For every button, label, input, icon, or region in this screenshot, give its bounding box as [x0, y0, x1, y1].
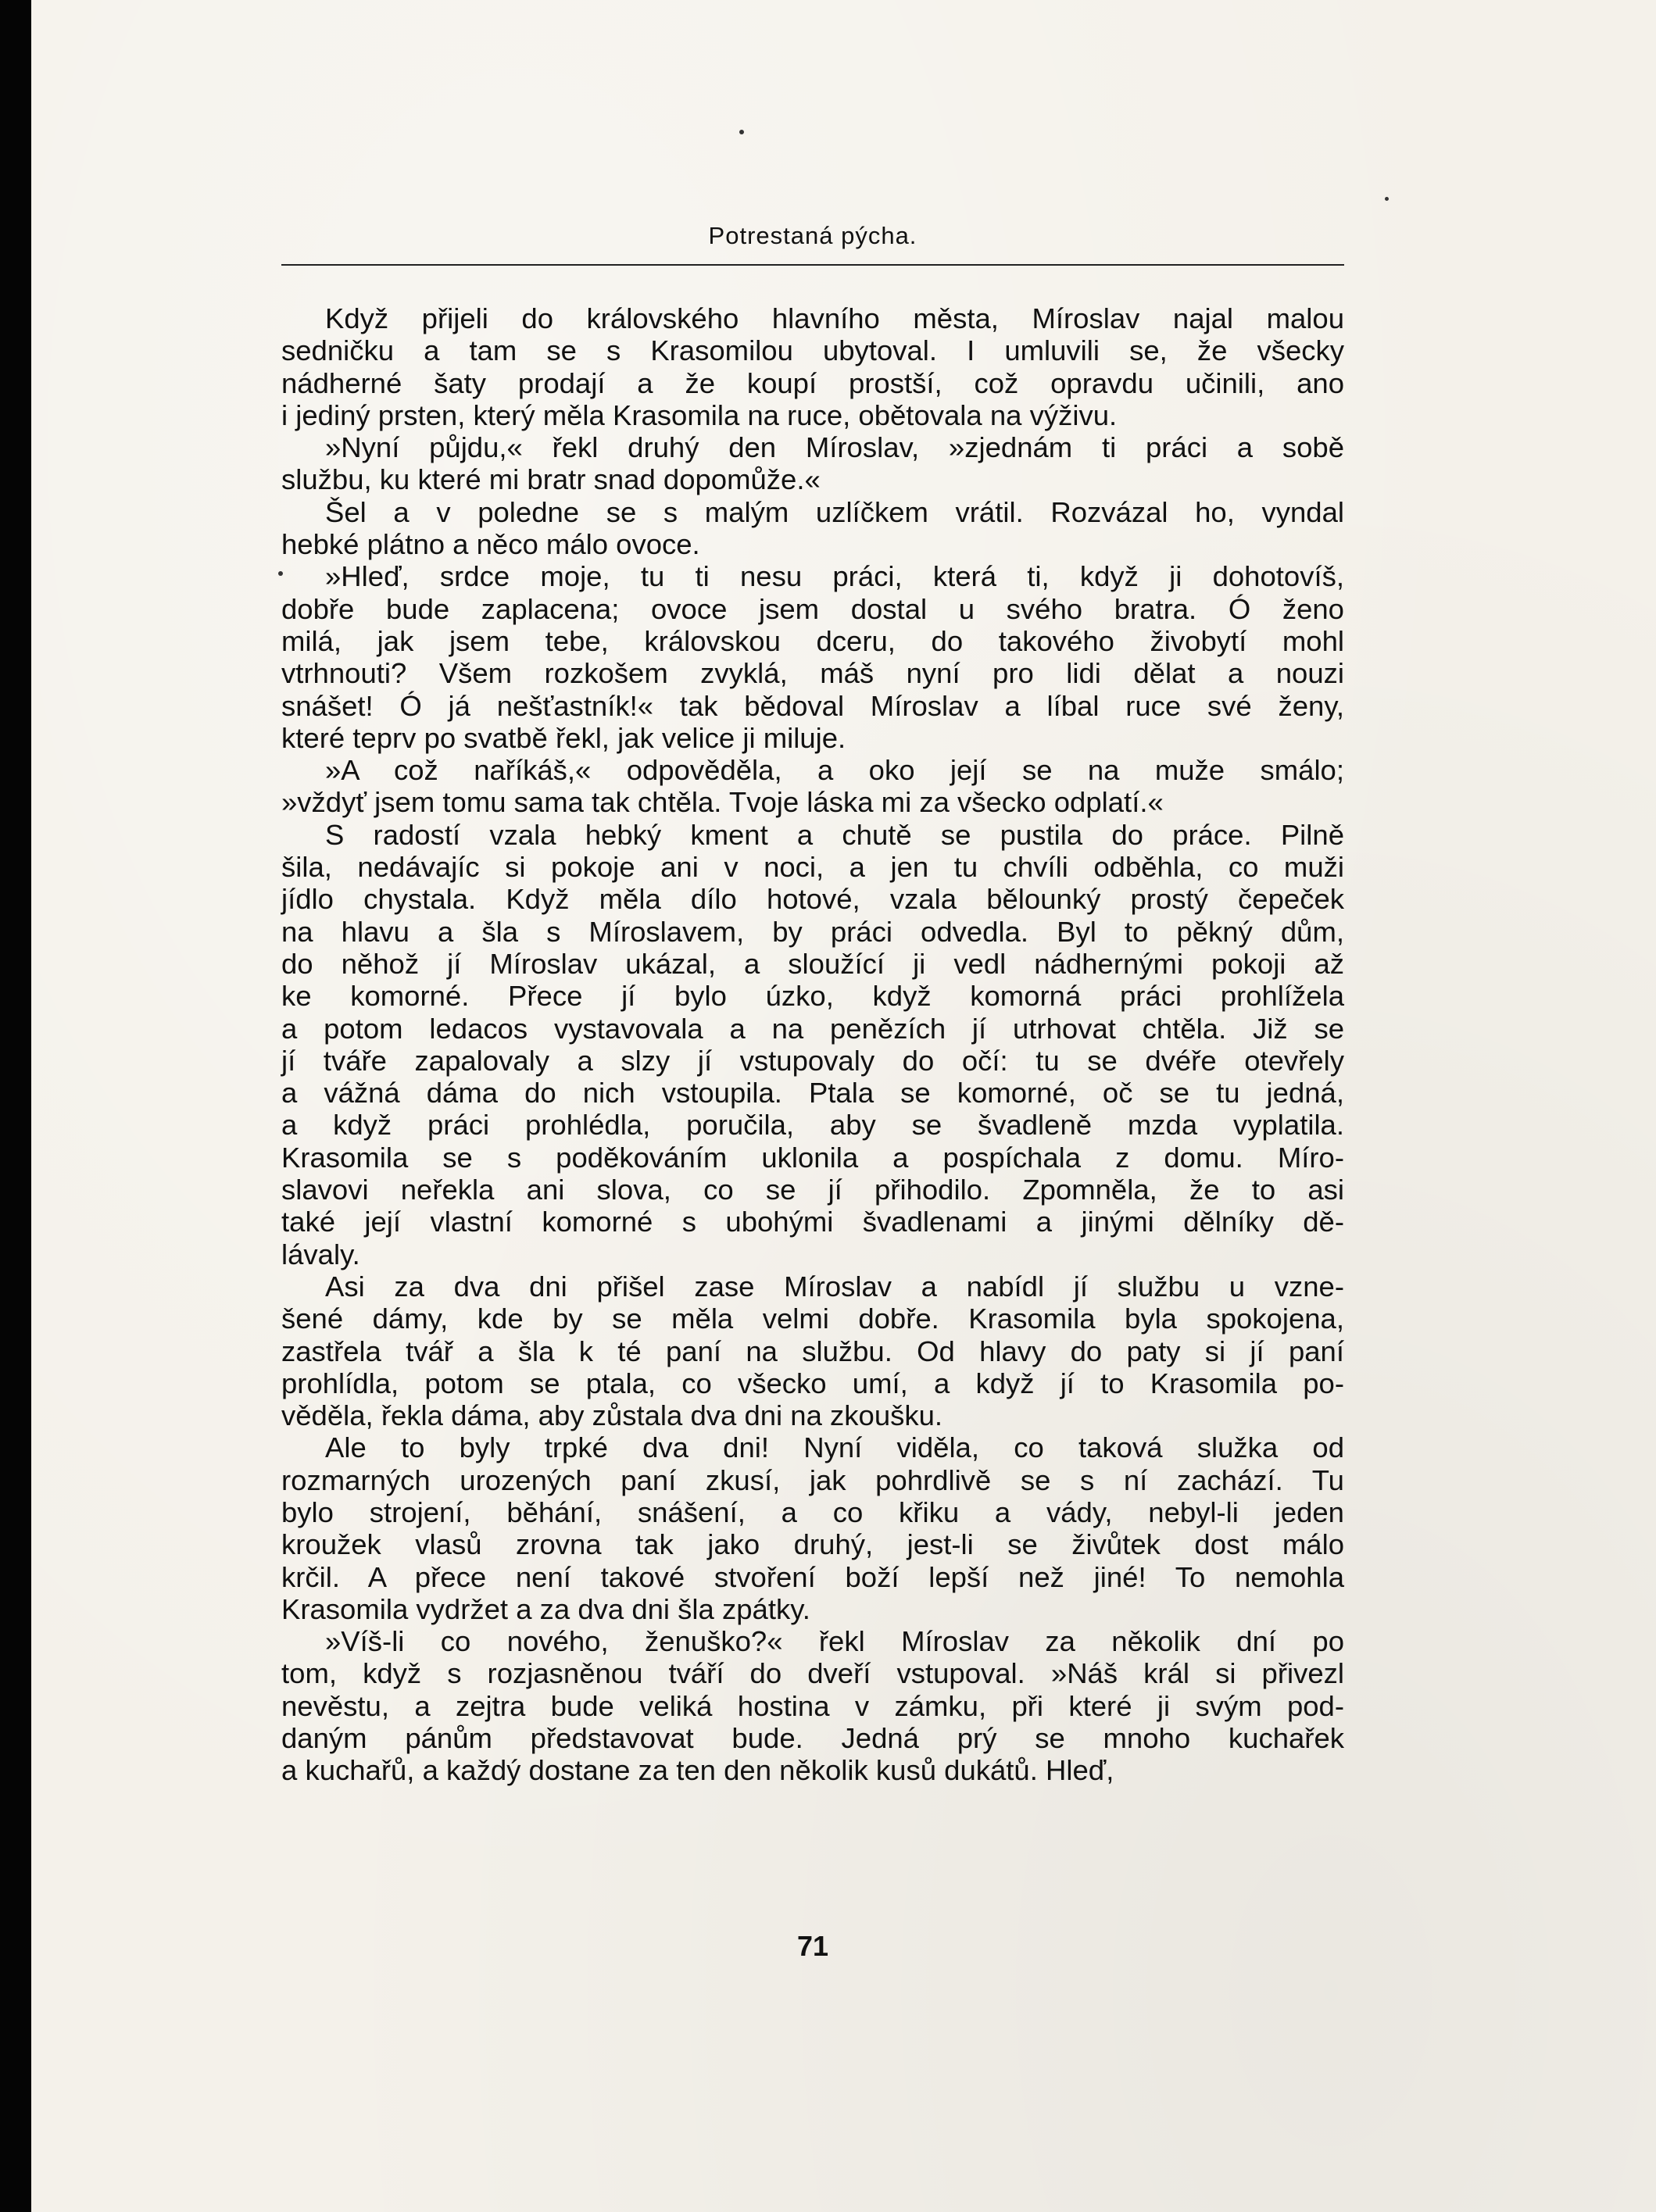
body-text [281, 302, 1344, 1787]
text-line: i jediný prsten, který měla Krasomila na ruce, obětovala na výživu. [281, 398, 1118, 431]
paragraph [281, 754, 1344, 819]
text-line: šené dámy, kde by se měla velmi dobře. Krasomila byla spokojena, [281, 1303, 1344, 1335]
text-line: které teprv po svatbě řekl, jak velice ji miluje. [281, 721, 846, 754]
header-rule [281, 264, 1344, 266]
text-line: snášet! Ó já nešťastník!« tak bědoval Míroslav a líbal ruce své ženy, [281, 689, 1344, 722]
text-line: kroužek vlasů zrovna tak jako druhý, jest-li se živůtek dost málo [281, 1528, 1344, 1561]
text-line: Asi za dva dni přišel zase Míroslav a nabídl jí službu u vzne- [325, 1270, 1344, 1303]
text-line: lávaly. [281, 1238, 360, 1270]
text-line: jí tváře zapalovaly a slzy jí vstupovaly do očí: tu se dvéře otevřely [281, 1044, 1344, 1077]
text-line: a potom ledacos vystavovala a na penězích jí utrhovat chtěla. Již se [281, 1012, 1344, 1045]
text-line: službu, ku které mi bratr snad dopomůže.« [281, 463, 821, 496]
text-line: věděla, řekla dáma, aby zůstala dva dni na zkoušku. [281, 1399, 943, 1432]
text-line: Ale to byly trpké dva dni! Nyní viděla, co taková služka od [325, 1431, 1344, 1464]
text-line: také její vlastní komorné s ubohými švadlenami a jinými dělníky dě- [281, 1206, 1344, 1238]
text-line: a vážná dáma do nich vstoupila. Ptala se komorné, oč se tu jedná, [281, 1077, 1344, 1110]
paper-speck [739, 130, 744, 134]
text-line: sedničku a tam se s Krasomilou ubytoval. I umluvili se, že všecky [281, 334, 1344, 367]
page-number: 71 [796, 1930, 829, 1962]
paper-speck [1385, 197, 1389, 201]
paragraph [281, 819, 1344, 1270]
text-line: a kuchařů, a každý dostane za ten den několik kusů dukátů. Hleď, [281, 1754, 1114, 1787]
text-line: dobře bude zaplacena; ovoce jsem dostal u svého bratra. Ó ženo [281, 592, 1344, 625]
text-line: Když přijeli do královského hlavního města, Míroslav najal malou [325, 302, 1344, 334]
text-line: Krasomila vydržet a za dva dni šla zpátky. [281, 1592, 810, 1625]
paragraph [281, 1431, 1344, 1625]
text-line: nevěstu, a zejtra bude veliká hostina v zámku, při které ji svým pod- [281, 1689, 1344, 1722]
paragraph [281, 1625, 1344, 1786]
text-line: daným pánům představovat bude. Jedná prý se mnoho kuchařek [281, 1722, 1344, 1755]
text-line: slavovi neřekla ani slova, co se jí přihodilo. Zpomněla, že to asi [281, 1174, 1344, 1206]
text-line: zastřela tvář a šla k té paní na službu. Od hlavy do paty si jí paní [281, 1335, 1344, 1367]
text-line: vtrhnouti? Všem rozkošem zvyklá, máš nyní pro lidi dělat a nouzi [281, 657, 1344, 690]
text-line: milá, jak jsem tebe, královskou dceru, do takového živobytí mohl [281, 624, 1344, 657]
text-line: šila, nedávajíc si pokoje ani v noci, a jen tu chvíli odběhla, co muži [281, 851, 1344, 884]
text-line: hebké plátno a něco málo ovoce. [281, 528, 700, 561]
text-line: ke komorné. Přece jí bylo úzko, když komorná práci prohlížela [281, 980, 1344, 1013]
scan-dark-margin [0, 0, 31, 2212]
paragraph [281, 302, 1344, 431]
text-line: bylo strojení, běhání, snášení, a co křiku a vády, nebyl-li jeden [281, 1496, 1344, 1528]
text-line: do něhož jí Míroslav ukázal, a sloužící ji vedl nádhernými pokoji až [281, 947, 1344, 980]
text-line: krčil. A přece není takové stvoření boží lepší než jiné! To nemohla [281, 1560, 1344, 1593]
text-line: Krasomila se s poděkováním uklonila a pospíchala z domu. Míro- [281, 1141, 1344, 1174]
paragraph [281, 431, 1344, 496]
text-line: »Víš-li co nového, ženuško?« řekl Míroslav za několik dní po [325, 1625, 1344, 1658]
text-line: »A což naříkáš,« odpověděla, a oko její se na muže smálo; [325, 754, 1344, 787]
paragraph [281, 560, 1344, 754]
text-line: a když práci prohlédla, poručila, aby se švadleně mzda vyplatila. [281, 1109, 1344, 1142]
text-line: na hlavu a šla s Míroslavem, by práci odvedla. Byl to pěkný dům, [281, 915, 1344, 948]
text-line: S radostí vzala hebký kment a chutě se pustila do práce. Pilně [325, 818, 1344, 851]
text-line: jídlo chystala. Když měla dílo hotové, vzala bělounký prostý čepeček [281, 883, 1344, 916]
text-line: Šel a v poledne se s malým uzlíčkem vrátil. Rozvázal ho, vyndal [325, 495, 1344, 528]
text-line: »vždyť jsem tomu sama tak chtěla. Tvoje láska mi za všecko odplatí.« [281, 786, 1164, 819]
text-line: prohlídla, potom se ptala, co všecko umí, a když jí to Krasomila po- [281, 1367, 1344, 1399]
text-line: »Nyní půjdu,« řekl druhý den Míroslav, »zjednám ti práci a sobě [325, 431, 1344, 464]
text-line: tom, když s rozjasněnou tváří do dveří vstupoval. »Náš král si přivezl [281, 1657, 1344, 1690]
running-head: Potrestaná pýcha. [708, 222, 917, 249]
text-line: nádherné šaty prodají a že koupí prostší, což opravdu učinili, ano [281, 366, 1344, 399]
paragraph [281, 1270, 1344, 1431]
text-line: »Hleď, srdce moje, tu ti nesu práci, která ti, když ji dohotovíš, [325, 560, 1344, 593]
paragraph [281, 496, 1344, 561]
text-line: rozmarných urozených paní zkusí, jak pohrdlivě se s ní zachází. Tu [281, 1463, 1344, 1496]
